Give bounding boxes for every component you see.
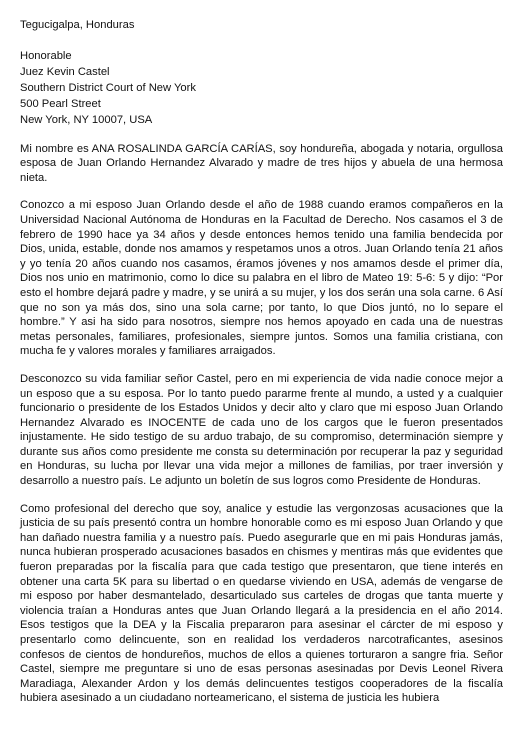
recipient-line: 500 Pearl Street — [20, 98, 101, 111]
paragraph-innocence: Desconozco su vida familiar señor Castel, pero en mi experiencia de vida nadie conoce mejor a un esposo que a su esposa. Por lo tanto puedo pararme frente al mundo, a usted y a cualquier funcionario o presidente de los Estados Unidos y decir alto y claro que mi esposo Juan Orlando Hernandez Alvarado es INOCENTE de cada uno de los cargos que le fueron presentados injustamente. He sido testigo de su arduo trabajo, de su compromiso, determinación siempre y durante sus años como presidente me consta su determinación por recuperar la paz y seguridad en Honduras, su lucha por llevar una vida mejor a millones de familias, por traer inversión y desarrollo a nuestro país. Le adjunto un boletín de sus logros como Presidente de Honduras. — [20, 372, 503, 488]
recipient-line: Juez Kevin Castel — [20, 65, 110, 78]
paragraph-accusations: Como profesional del derecho que soy, analice y estudie las vergonzosas acusaciones que la justicia de su país presentó contra un hombre honorable como es mi esposo Juan Orlando y que han dañado nuestra familia y a nuestro país. Puedo asegurarle que en mi pais Honduras jamás, nunca hubieran prosperado acusaciones basados en chismes y mentiras más que evidentes que fueron preparadas por la fiscalía para que cada testigo que presentaron, que tiene interés en obtener una carta 5K para su libertad o en quedarse viviendo en USA, además de vengarse de mi esposo por haber desmantelado, desarticulado sus carteles de drogas que tanta muerte y violencia traían a Honduras antes que Juan Orlando llegará a la presidencia en el año 2014. Esos testigos que la DEA y la Fiscalia prepararon para asesinar el cárcter de mi esposo y presentarlo como delincuente, son en realidad los verdaderos narcotraficantes, asesinos confesos de cientos de hondureños, muchos de ellos a quienes torturaron a sangre fria. Señor Castel, siempre me preguntare si uno de esas personas asesinadas por Devis Leonel Rivera Maradiaga, Alexander Ardon y los demás delincuentes testigos cooperadores de la fiscalía hubiera asesinado a un ciudadano norteamericano, el sistema de justicia les hubiera — [20, 502, 503, 705]
paragraph-marriage: Conozco a mi esposo Juan Orlando desde el año de 1988 cuando eramos compañeros en la Universidad Nacional Autónoma de Honduras en la Facultad de Derecho. Nos casamos el 3 de febrero de 1990 hace ya 34 años y desde entonces hemos tenido una familia bendecida por Dios, unida, estable, donde nos amamos y respetamos unos a otros. Juan Orlando tenía 21 años y yo tenía 20 años cuando nos casamos, éramos jóvenes y nos amamos desde el primer día, Dios nos unio en matrimonio, como lo dice su palabra en el libro de Mateo 19: 5-6: 5 y dijo: “Por esto el hombre dejará padre y madre, y se unirá a su mujer, y los dos serán una sola carne. 6 Así que no son ya más dos, sino una sola carne; por tanto, lo que Dios juntó, no lo separe el hombre.” Y asi ha sido para nosotros, siempre nos hemos apoyado en cada una de nuestras metas personales, familiares, profesionales, siempre juntos. Somos una familia cristiana, con mucha fe y valores morales y familiares arraigados. — [20, 199, 503, 358]
recipient-line: Southern District Court of New York — [20, 82, 196, 94]
recipient-address — [20, 48, 503, 129]
recipient-line: New York, NY 10007, USA — [20, 114, 153, 127]
paragraph-introduction: Mi nombre es ANA ROSALINDA GARCÍA CARÍAS, soy hondureña, abogada y notaria, orgullosa esposa de Juan Orlando Hernandez Alvarado y madre de tres hijos y abuela de una hermosa nieta. — [20, 142, 503, 184]
letter-place: Tegucigalpa, Honduras — [20, 19, 135, 31]
recipient-line: Honorable — [20, 49, 72, 62]
